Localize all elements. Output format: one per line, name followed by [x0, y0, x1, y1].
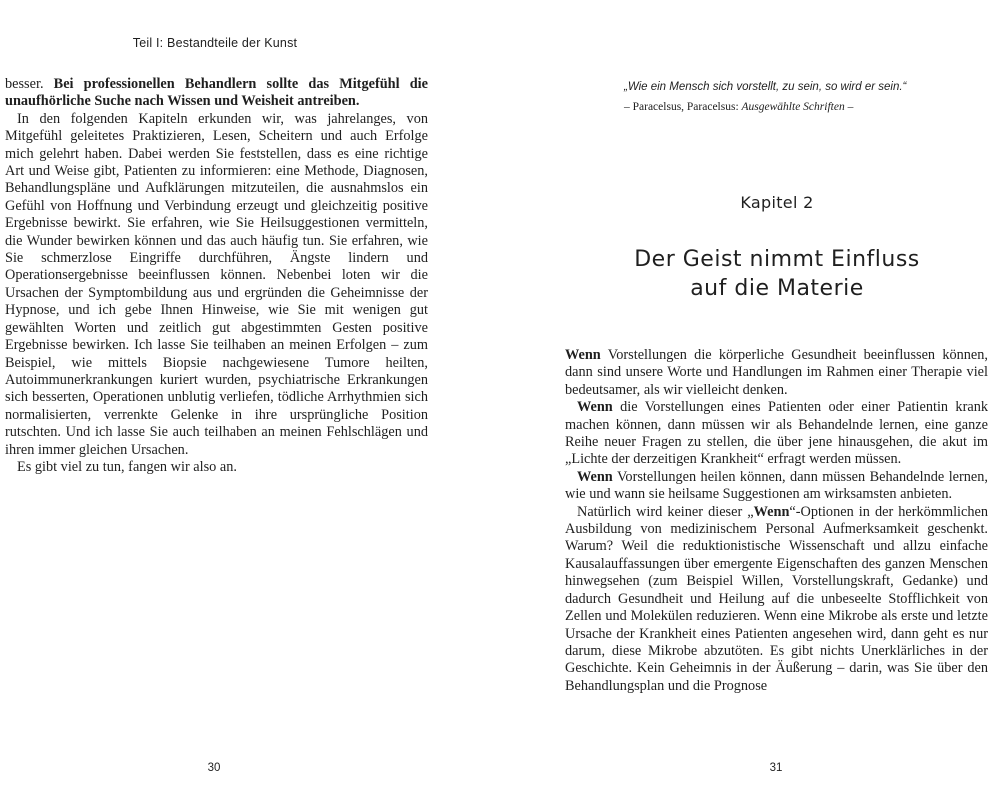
running-head: Teil I: Bestandteile der Kunst [132, 36, 298, 50]
chapter-title-line-1: Der Geist nimmt Einfluss [634, 247, 920, 272]
chapter-title-line-2: auf die Materie [690, 276, 864, 301]
right-para3-bold: Wenn [577, 468, 613, 485]
right-page [500, 0, 1000, 800]
chapter-title [566, 245, 988, 303]
right-body-text [565, 347, 988, 695]
epigraph-source-prefix: – Paracelsus, Paracelsus: [624, 101, 742, 113]
right-para3-rest: Vorstellungen heilen können, dann müssen Behandelnde lernen, wie und wann sie heilsame Suggestionen am wirksamsten anbieten. [565, 468, 988, 503]
left-paragraph-3: Es gibt viel zu tun, fangen wir also an. [17, 458, 237, 475]
epigraph-source-suffix: – [844, 101, 854, 113]
page-number-right: 31 [769, 762, 783, 774]
right-para4-start: Natürlich wird keiner dieser „ [577, 503, 754, 520]
right-para2-bold: Wenn [577, 399, 613, 416]
right-para1-bold: Wenn [565, 347, 601, 363]
right-para4-rest: “-Optionen in der herkömmlichen Ausbildung von medizinischem Personal Aufmerksamkeit geschenkt. Warum? Weil die reduktionistische Wissenschaft und allzu einfache Kausalauffassungen über emergente Eigenschaften des ganzen Menschen hinwegsehen (zum Beispiel Willen, Vorstellungskraft, Gedanke) und dadurch Gesundheit und Heilung auf die unbeseelte Stofflichkeit von Zellen und Molekülen reduzieren. Wenn eine Mikrobe als erste und letzte Ursache der Krankheit eines Patienten angesehen wird, dann geht es nur darum, diese Mikrobe abzutöten. Es gibt nichts Unerklärliches in der Geschichte. Kein Geheimnis in der Äußerung – darin, was Sie über den Behandlungsplan und die Prognose [565, 503, 988, 694]
chapter-label: Kapitel 2 [740, 193, 814, 212]
left-para1-bold: Bei professionellen Behandlern sollte das Mitgefühl die unaufhörliche Suche nach Wissen und Weisheit antreiben. [5, 76, 428, 110]
right-para2-rest: die Vorstellungen eines Patienten oder einer Patientin krank machen können, dann müssen wir als Behandelnde lernen, eine ganze Reihe neuer Fragen zu stellen, die über jene hinausgehen, die akut im „Lichte der derzeitigen Krankheit“ erfragt werden müssen. [565, 399, 988, 468]
right-paragraph-3 [565, 469, 988, 504]
left-paragraph-2: In den folgenden Kapiteln erkunden wir, was jahrelanges, von Mitgefühl geleitetes Praktizieren, Lesen, Scheitern und auch Erfolge mich gelehrt haben. Dabei werden Sie feststellen, dass es eine richtige Art und Weise gibt, Patienten zu informieren: eine Methode, Diagnosen, Behandlungspläne und Aufklärungen mitzuteilen, die ausnahmslos ein Gefühl von Hoffnung und Verbindung erzeugt und gleichzeitig positive Ergebnisse bewirkt. Sie erfahren, wie Sie Heilsuggestionen vermitteln, die Wunder bewirken können und das auch häufig tun. Sie erfahren, wie Sie schmerzlose Eingriffe durchführen, Ängste lindern und Operationsergebnisse beeinflussen können. Nebenbei loten wir die Ursachen der Symptombildung aus und ergründen die Geheimnisse der Hypnose, und ich gebe Ihnen Hinweise, wie Sie mit wenigen gut gewählten Worten und zeitlich gut abgestimmten Gesten positive Ergebnisse bewirken. Ich lasse Sie teilhaben an meinen Erfolgen – zum Beispiel, wie mittels Biopsie nachgewiesene Tumore heilten, Autoimmunerkrankungen kuriert wurden, psychiatrische Erkrankungen sich besserten, Operationen unblutig verliefen, tödliche Arrhythmien sich normalisierten, verrenkte Gelenke in ihre ursprüngliche Position rutschten. Und ich lasse Sie auch teilhaben an meinen Fehlschlägen und ihren immer gleichen Ursachen. [5, 110, 428, 458]
right-paragraph-1 [565, 347, 988, 399]
left-body-text [5, 76, 428, 476]
page-number-left: 30 [207, 762, 221, 774]
right-paragraph-4 [565, 504, 988, 695]
left-paragraph-1 [5, 76, 428, 111]
epigraph-source-title: Ausgewählte Schriften [741, 101, 845, 113]
right-paragraph-2 [565, 399, 988, 469]
right-para4-bold: Wenn [753, 503, 790, 520]
right-para1-rest: Vorstellungen die körperliche Gesundheit beeinflussen können, dann sind unsere Worte und Handlungen im Rahmen einer Therapie viel bedeutsamer, als wir vielleicht denken. [565, 347, 988, 398]
epigraph [624, 80, 984, 114]
epigraph-quote: „Wie ein Mensch sich vorstellt, zu sein, so wird er sein.“ [624, 81, 907, 93]
epigraph-source [624, 100, 984, 114]
left-para1-start: besser. [5, 76, 54, 92]
